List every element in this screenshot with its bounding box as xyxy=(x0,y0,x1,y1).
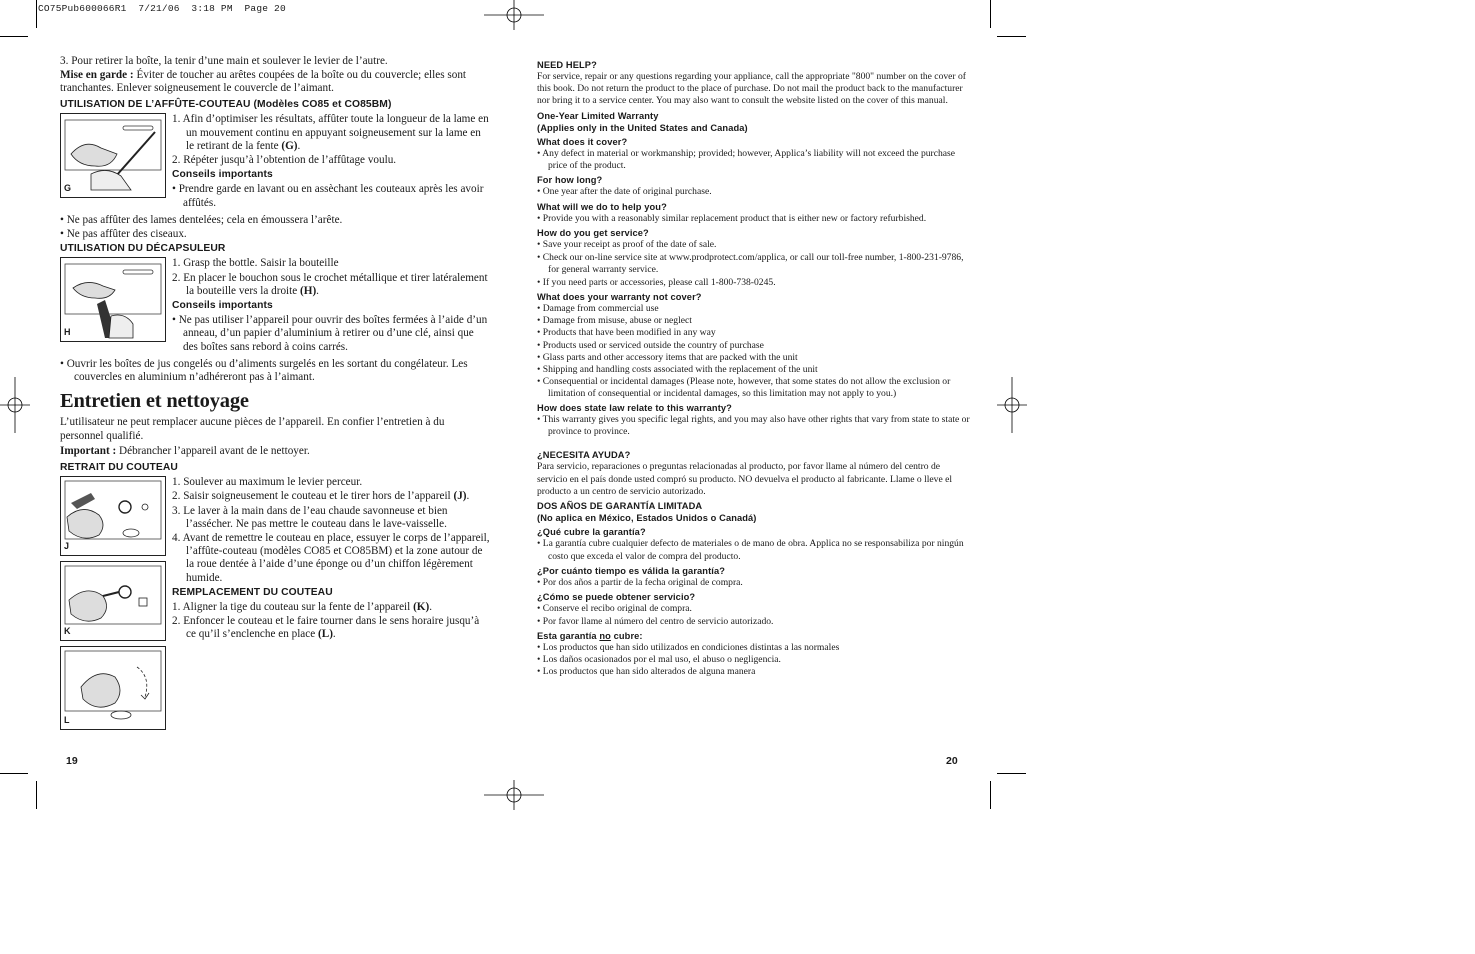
figure-k-ref: (K) xyxy=(413,601,430,614)
crop-mark-br-h xyxy=(997,773,1026,774)
opener-tips-heading: Conseils importants xyxy=(172,299,273,311)
opener-tip-1: • Ne pas utiliser l’appareil pour ouvrir des boîtes fermées à l’aide d’un anneau, d’un papier d’aluminium à retirer ou d’une clé, ainsi que des boîtes sans rebord à coins carrés. xyxy=(172,314,488,353)
removal-steps xyxy=(172,476,490,730)
print-slug: CO75Pub600066R1 7/21/06 3:18 PM Page 20 xyxy=(38,3,286,14)
need-help-text: For service, repair or any questions regarding your appliance, call the appropriate "800" number on the cover of this book. Do not return the product to the place of purchase. Do not mail the product back to the manufacturer nor bring it to a service center. You may also want to consult the website listed on the cover of this manual. xyxy=(537,71,967,107)
crop-mark-tl-h xyxy=(0,36,28,37)
opener-steps xyxy=(172,257,490,354)
es-answer-duration: • Por dos años a partir de la fecha original de compra. xyxy=(537,576,743,588)
crop-mark-tr-v xyxy=(990,0,991,28)
sharpener-bullet-2: • Ne pas affûter des ciseaux. xyxy=(60,227,187,240)
crop-mark-bl-h xyxy=(0,773,28,774)
knife-rotation-illustration xyxy=(61,647,165,729)
opener-step-2-text: 2. En placer le bouchon sous le crochet métallique et tirer latéralement la bouteille vers la droite xyxy=(172,271,488,297)
registration-mark-right xyxy=(997,377,1027,433)
es-question-duration: ¿Por cuánto tiempo es válida la garantía? xyxy=(537,565,726,576)
not-covered-4: • Products used or serviced outside the country of purchase xyxy=(537,339,764,351)
replace-step-2: 2. Enfoncer le couteau et le faire tourner dans le sens horaire jusqu’à ce qu’il s’enclenche en place (L). xyxy=(172,615,480,641)
can-removal-step: 3. Pour retirer la boîte, la tenir d’une main et soulever le levier de l’autre. xyxy=(60,55,388,67)
caution-label: Mise en garde : xyxy=(60,69,134,82)
es-answer-coverage: • La garantía cubre cualquier defecto de materiales o de mano de obra. Applica no se responsabiliza por ningún costo que exceda el valor de compra del producto. xyxy=(537,538,964,562)
figure-h-label: H xyxy=(64,327,71,338)
right-page-number: 20 xyxy=(946,755,958,767)
not-covered-1: • Damage from commercial use xyxy=(537,303,659,315)
es-question-coverage: ¿Qué cubre la garantía? xyxy=(537,527,646,538)
removal-step-3: 3. Le laver à la main dans de l’eau chaude savonneuse et bien l’assécher. Ne pas mettre le couteau dans le lave-vaisselle. xyxy=(172,504,448,530)
es-answer-service-2: • Por favor llame al número del centro de servicio autorizado. xyxy=(537,616,774,628)
not-covered-7: • Consequential or incidental damages (Please note, however, that some states do not allow the exclusion or limitation of consequential or incidental damages, so this limitation may not apply to you.) xyxy=(537,375,951,399)
es-warranty-subheading: (No aplica en México, Estados Unidos o Canadá) xyxy=(537,513,757,524)
crop-mark-bl-v xyxy=(36,781,37,809)
right-page-column xyxy=(537,57,972,679)
bottle-opener-illustration xyxy=(61,258,165,341)
es-question-not-covered xyxy=(537,630,972,642)
registration-mark-top xyxy=(484,0,544,30)
spacer xyxy=(537,439,972,447)
figure-k-label: K xyxy=(64,625,71,636)
crop-mark-tl-v xyxy=(36,0,37,28)
es-not-covered-2: • Los daños ocasionados por el mal uso, el abuso o negligencia. xyxy=(537,654,781,666)
sharpener-step-1: 1. Afin d’optimiser les résultats, affûter toute la longueur de la lame en un mouvement continu en appuyant soigneusement sur la lame en le retirant de la fente (G). xyxy=(172,113,489,152)
replace-step-1: 1. Aligner la tige du couteau sur la fente de l’appareil (K). xyxy=(172,601,433,614)
es-warranty-heading: DOS AÑOS DE GARANTÍA LIMITADA xyxy=(537,501,703,512)
not-covered-5: • Glass parts and other accessory items that are packed with the unit xyxy=(537,351,798,363)
answer-state-law: • This warranty gives you specific legal rights, and you may also have other rights that vary from state to state or province to province. xyxy=(537,414,970,438)
figure-l-ref: (L) xyxy=(318,628,333,641)
sharpener-bullet-1: • Ne pas affûter des lames dentelées; cela en émoussera l’arête. xyxy=(60,213,343,226)
removal-step-2: 2. Saisir soigneusement le couteau et le tirer hors de l’appareil (J). xyxy=(172,490,470,503)
es-question-service: ¿Cómo se puede obtener servicio? xyxy=(537,591,696,602)
warranty-heading: One-Year Limited Warranty xyxy=(537,110,659,121)
figure-l xyxy=(60,646,166,730)
opener-step-2: 2. En placer le bouchon sous le crochet métallique et tirer latéralement la bouteille vers la droite (H). xyxy=(172,271,488,297)
sharpener-steps xyxy=(172,113,490,210)
figure-g-label: G xyxy=(64,183,72,194)
answer-duration: • One year after the date of original purchase. xyxy=(537,186,712,198)
answer-service-2: • Check our on-line service site at www.prodprotect.com/applica, or call our toll-free number, 1-800-231-9786, for general warranty service. xyxy=(537,251,964,275)
question-help: What will we do to help you? xyxy=(537,201,667,212)
es-help-heading: ¿NECESITA AYUDA? xyxy=(537,450,631,461)
sharpener-tip-1: • Prendre garde en lavant ou en assèchant les couteaux après les avoir affûtés. xyxy=(172,183,484,209)
removal-step-4: 4. Avant de remettre le couteau en place, essuyer le corps de l’appareil, l’affûte-couteau (modèles CO85 et CO85BM) et la zone autour de la roue dentée à l’aide d’une éponge ou d’un chiffon légèrement humide. xyxy=(172,532,490,584)
question-coverage: What does it cover? xyxy=(537,137,628,148)
opener-heading: UTILISATION DU DÉCAPSULEUR xyxy=(60,243,226,255)
answer-service-3: • If you need parts or accessories, please call 1-800-738-0245. xyxy=(537,277,776,289)
es-not-covered-part-2: cubre: xyxy=(610,631,643,642)
question-not-covered: What does your warranty not cover? xyxy=(537,292,702,303)
es-help-text: Para servicio, reparaciones o preguntas relacionadas al producto, por favor llame al número del centro de servicio en el país donde usted compró su producto. NO devuelva el producto al fabricante. Llame o lleve el producto a un centro de servicio autorizado. xyxy=(537,461,953,497)
not-covered-3: • Products that have been modified in any way xyxy=(537,327,716,339)
care-intro: L’utilisateur ne peut remplacer aucune pièces de l’appareil. En confier l’entretien à du personnel qualifié. xyxy=(60,416,445,442)
es-not-covered-part-1: Esta garantía xyxy=(537,631,600,642)
figure-k xyxy=(60,561,166,641)
removal-step-1: 1. Soulever au maximum le levier perceur. xyxy=(172,476,363,489)
important-paragraph xyxy=(60,445,490,458)
opener-bullet-1: • Ouvrir les boîtes de jus congelés ou d’aliments surgelés en les sortant du congélateur. Les couvercles en aluminium n’adhéreront pas à l’aimant. xyxy=(60,357,468,383)
es-answer-service-1: • Conserve el recibo original de compra. xyxy=(537,602,692,614)
question-duration: For how long? xyxy=(537,175,603,186)
sharpener-illustration xyxy=(61,114,165,197)
opener-block xyxy=(60,257,490,354)
figure-g-ref: (G) xyxy=(281,139,298,152)
left-page-number: 19 xyxy=(66,755,78,767)
answer-help: • Provide you with a reasonably similar replacement product that is either new or factory refurbished. xyxy=(537,212,927,224)
figure-stack xyxy=(60,476,166,730)
figure-h-ref: (H) xyxy=(300,284,317,297)
sharpener-step-2: 2. Répéter jusqu’à l’obtention de l’affûtage voulu. xyxy=(172,153,397,166)
answer-service-1: • Save your receipt as proof of the date of sale. xyxy=(537,238,717,250)
warranty-subheading: (Applies only in the United States and Canada) xyxy=(537,122,748,133)
sharpener-step-1-text: 1. Afin d’optimiser les résultats, affûter toute la longueur de la lame en un mouvement continu en appuyant soigneusement sur la lame en le retirant de la fente xyxy=(172,113,489,152)
figure-j-ref: (J) xyxy=(453,490,467,503)
important-text: Débrancher l’appareil avant de le nettoyer. xyxy=(116,445,310,458)
figure-l-label: L xyxy=(64,714,70,725)
knife-alignment-illustration xyxy=(61,562,165,640)
caution-text: Éviter de toucher au arêtes coupées de la boîte ou du couvercle; elles sont tranchantes. Enlever soigneusement le couvercle de l’aimant. xyxy=(60,69,467,95)
sharpener-block xyxy=(60,113,490,210)
registration-mark-bottom xyxy=(484,780,544,810)
sharpener-heading: UTILISATION DE L’AFFÛTE-COUTEAU (Modèles CO85 et CO85BM) xyxy=(60,99,392,111)
question-service: How do you get service? xyxy=(537,227,649,238)
crop-mark-br-v xyxy=(990,781,991,809)
es-not-covered-no: no xyxy=(599,631,611,642)
sharpener-tips-heading: Conseils importants xyxy=(172,169,273,181)
replace-step-2-text: 2. Enfoncer le couteau et le faire tourner dans le sens horaire jusqu’à ce qu’il s’enclenche en place xyxy=(172,615,480,641)
not-covered-2: • Damage from misuse, abuse or neglect xyxy=(537,315,692,327)
figure-g xyxy=(60,113,166,198)
question-state-law: How does state law relate to this warranty? xyxy=(537,403,732,414)
replace-heading: REMPLACEMENT DU COUTEAU xyxy=(172,586,333,598)
es-not-covered-3: • Los productos que han sido alterados de alguna manera xyxy=(537,666,756,678)
answer-coverage: • Any defect in material or workmanship; provided; however, Applica’s liability will not exceed the purchase price of the product. xyxy=(537,148,956,172)
removal-block xyxy=(60,476,490,730)
important-label: Important : xyxy=(60,445,117,458)
not-covered-6: • Shipping and handling costs associated with the replacement of the unit xyxy=(537,363,818,375)
care-title: Entretien et nettoyage xyxy=(60,390,249,413)
removal-heading: RETRAIT DU COUTEAU xyxy=(60,461,178,473)
replace-step-1-text: 1. Aligner la tige du couteau sur la fente de l’appareil xyxy=(172,601,414,614)
figure-h xyxy=(60,257,166,342)
figure-j xyxy=(60,476,166,556)
figure-j-label: J xyxy=(64,540,70,551)
opener-step-1: 1. Grasp the bottle. Saisir la bouteille xyxy=(172,257,339,270)
es-not-covered-1: • Los productos que han sido utilizados en condiciones distintas a las normales xyxy=(537,642,840,654)
removal-step-2-text: 2. Saisir soigneusement le couteau et le tirer hors de l’appareil xyxy=(172,490,454,503)
left-page-column xyxy=(60,55,490,733)
caution-paragraph xyxy=(60,69,490,95)
need-help-heading: NEED HELP? xyxy=(537,60,597,70)
registration-mark-left xyxy=(0,377,30,433)
crop-mark-tr-h xyxy=(997,36,1026,37)
knife-removal-illustration xyxy=(61,477,165,555)
